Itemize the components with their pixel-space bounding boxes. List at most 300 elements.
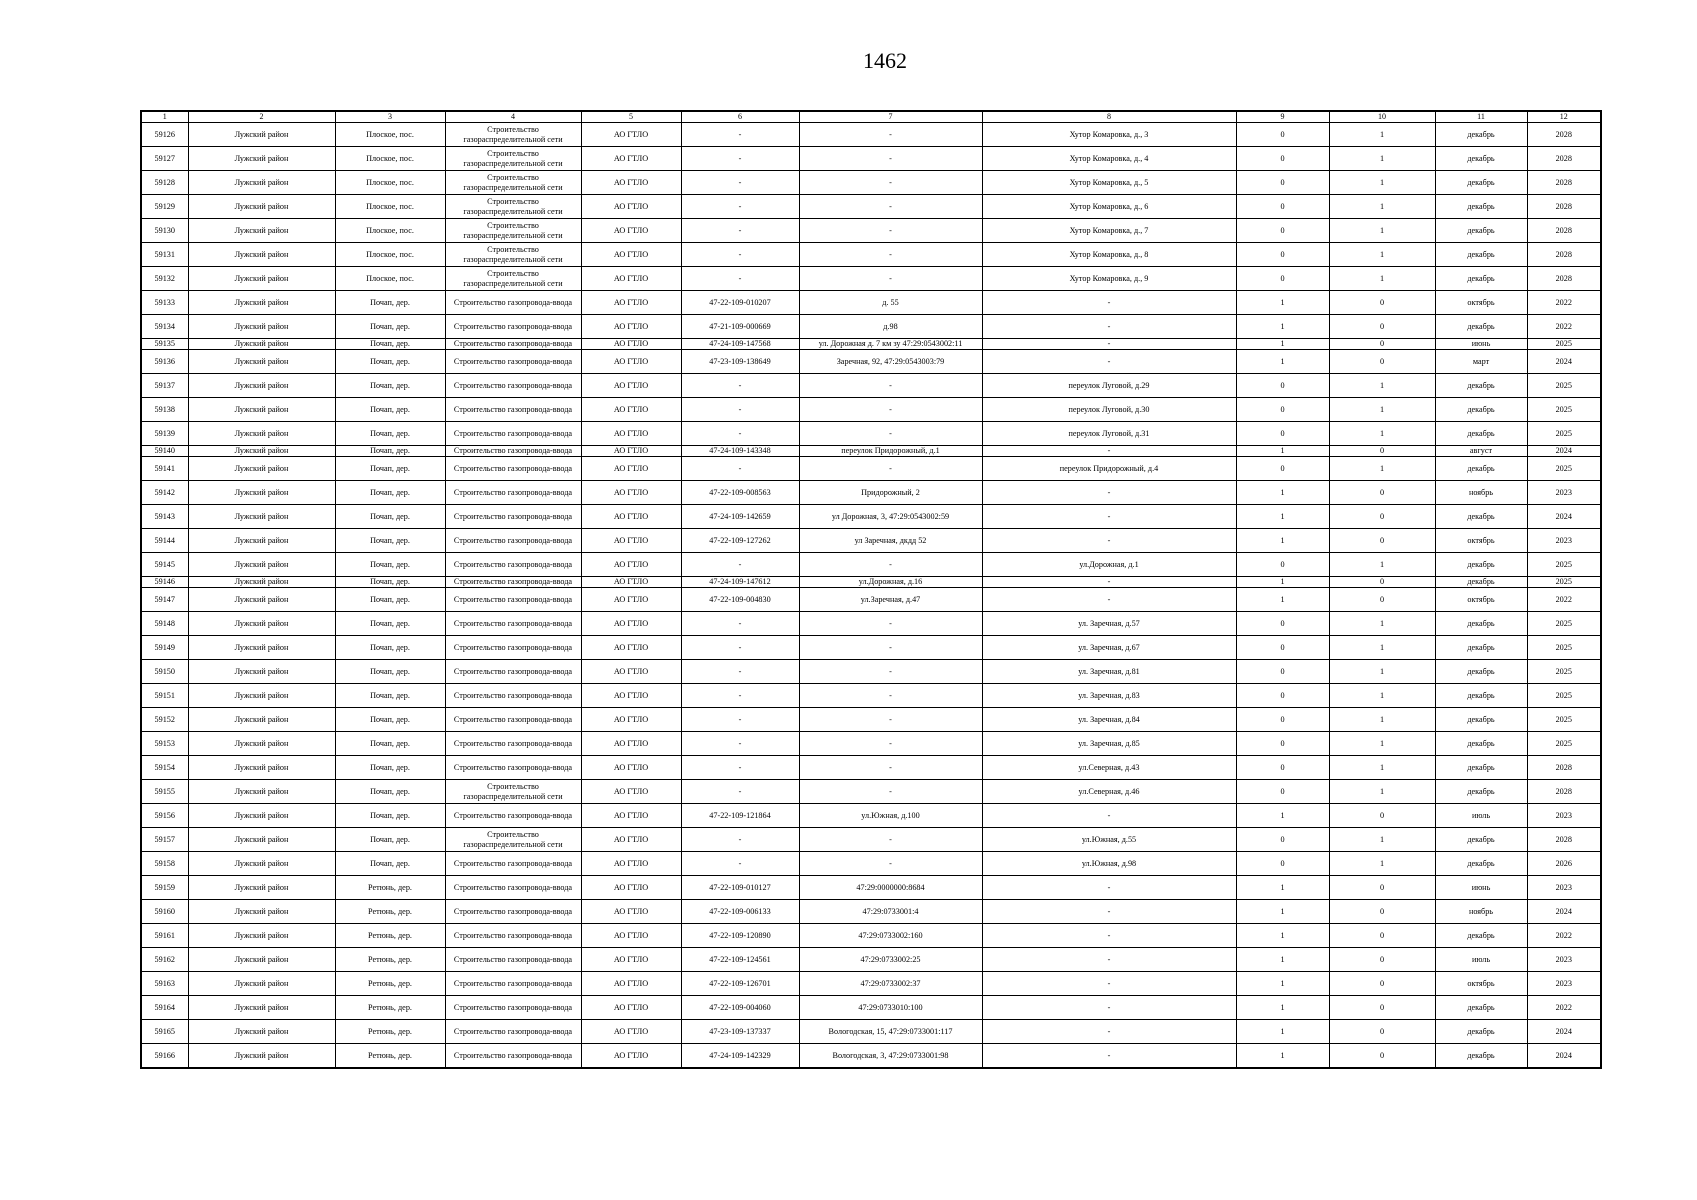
table-row xyxy=(141,660,1601,684)
count-a-cell: 0 xyxy=(1236,612,1329,636)
application-number-cell: - xyxy=(681,147,799,171)
connection-address-cell: - xyxy=(982,948,1236,972)
work-type-cell: Строительство газораспределительной сети xyxy=(445,219,581,243)
settlement-cell: Почап, дер. xyxy=(335,828,445,852)
year-cell: 2025 xyxy=(1527,732,1601,756)
connection-address-cell: ул. Заречная, д.85 xyxy=(982,732,1236,756)
count-a-cell: 0 xyxy=(1236,852,1329,876)
district-cell: Лужский район xyxy=(188,804,335,828)
count-b-cell: 1 xyxy=(1329,398,1435,422)
month-cell: декабрь xyxy=(1435,1020,1527,1044)
settlement-cell: Ретюнь, дер. xyxy=(335,948,445,972)
district-cell: Лужский район xyxy=(188,291,335,315)
table-row xyxy=(141,828,1601,852)
column-number-row xyxy=(141,111,1601,123)
settlement-cell: Ретюнь, дер. xyxy=(335,1020,445,1044)
year-cell: 2022 xyxy=(1527,588,1601,612)
connection-address-cell: - xyxy=(982,588,1236,612)
district-cell: Лужский район xyxy=(188,588,335,612)
settlement-cell: Почап, дер. xyxy=(335,708,445,732)
record-number-cell: 59146 xyxy=(141,577,188,588)
connection-address-cell: переулок Придорожный, д.4 xyxy=(982,457,1236,481)
application-number-cell: 47-22-109-120890 xyxy=(681,924,799,948)
month-cell: декабрь xyxy=(1435,828,1527,852)
record-number-cell: 59139 xyxy=(141,422,188,446)
application-number-cell: 47-22-109-010127 xyxy=(681,876,799,900)
application-number-cell: 47-22-109-006133 xyxy=(681,900,799,924)
work-type-cell: Строительство газопровода-ввода xyxy=(445,577,581,588)
count-b-cell: 1 xyxy=(1329,708,1435,732)
count-b-cell: 1 xyxy=(1329,374,1435,398)
record-number-cell: 59149 xyxy=(141,636,188,660)
settlement-cell: Почап, дер. xyxy=(335,315,445,339)
object-address-cell: Заречная, 92, 47:29:0543003:79 xyxy=(799,350,982,374)
record-number-cell: 59162 xyxy=(141,948,188,972)
application-number-cell: 47-22-109-008563 xyxy=(681,481,799,505)
connection-address-cell: Хутор Комаровка, д., 3 xyxy=(982,123,1236,147)
record-number-cell: 59131 xyxy=(141,243,188,267)
count-b-cell: 1 xyxy=(1329,828,1435,852)
settlement-cell: Плоское, пос. xyxy=(335,123,445,147)
record-number-cell: 59159 xyxy=(141,876,188,900)
year-cell: 2028 xyxy=(1527,243,1601,267)
object-address-cell: - xyxy=(799,457,982,481)
work-type-cell: Строительство газопровода-ввода xyxy=(445,446,581,457)
organization-cell: АО ГТЛО xyxy=(581,684,681,708)
organization-cell: АО ГТЛО xyxy=(581,804,681,828)
count-a-cell: 0 xyxy=(1236,756,1329,780)
count-b-cell: 0 xyxy=(1329,972,1435,996)
record-number-cell: 59140 xyxy=(141,446,188,457)
year-cell: 2028 xyxy=(1527,195,1601,219)
connection-address-cell: - xyxy=(982,996,1236,1020)
year-cell: 2024 xyxy=(1527,1044,1601,1069)
record-number-cell: 59155 xyxy=(141,780,188,804)
application-number-cell: 47-22-109-004830 xyxy=(681,588,799,612)
object-address-cell: - xyxy=(799,852,982,876)
application-number-cell: - xyxy=(681,243,799,267)
column-header: 4 xyxy=(445,111,581,123)
count-a-cell: 1 xyxy=(1236,948,1329,972)
settlement-cell: Почап, дер. xyxy=(335,481,445,505)
table-row xyxy=(141,1044,1601,1069)
record-number-cell: 59138 xyxy=(141,398,188,422)
count-a-cell: 1 xyxy=(1236,315,1329,339)
settlement-cell: Плоское, пос. xyxy=(335,243,445,267)
work-type-cell: Строительство газопровода-ввода xyxy=(445,529,581,553)
application-number-cell: 47-22-109-126701 xyxy=(681,972,799,996)
record-number-cell: 59158 xyxy=(141,852,188,876)
connection-address-cell: ул.Северная, д.43 xyxy=(982,756,1236,780)
organization-cell: АО ГТЛО xyxy=(581,612,681,636)
connection-address-cell: - xyxy=(982,350,1236,374)
settlement-cell: Почап, дер. xyxy=(335,636,445,660)
object-address-cell: - xyxy=(799,756,982,780)
record-number-cell: 59161 xyxy=(141,924,188,948)
district-cell: Лужский район xyxy=(188,481,335,505)
object-address-cell: ул.Южная, д.100 xyxy=(799,804,982,828)
application-number-cell: 47-24-109-143348 xyxy=(681,446,799,457)
work-type-cell: Строительство газопровода-ввода xyxy=(445,374,581,398)
object-address-cell: переулок Придорожный, д.1 xyxy=(799,446,982,457)
record-number-cell: 59151 xyxy=(141,684,188,708)
count-a-cell: 1 xyxy=(1236,481,1329,505)
object-address-cell: - xyxy=(799,398,982,422)
object-address-cell: - xyxy=(799,123,982,147)
connection-address-cell: Хутор Комаровка, д., 7 xyxy=(982,219,1236,243)
organization-cell: АО ГТЛО xyxy=(581,195,681,219)
record-number-cell: 59156 xyxy=(141,804,188,828)
district-cell: Лужский район xyxy=(188,996,335,1020)
count-b-cell: 0 xyxy=(1329,291,1435,315)
application-number-cell: - xyxy=(681,553,799,577)
count-a-cell: 0 xyxy=(1236,422,1329,446)
organization-cell: АО ГТЛО xyxy=(581,505,681,529)
year-cell: 2023 xyxy=(1527,948,1601,972)
work-type-cell: Строительство газопровода-ввода xyxy=(445,852,581,876)
settlement-cell: Плоское, пос. xyxy=(335,171,445,195)
year-cell: 2024 xyxy=(1527,350,1601,374)
count-a-cell: 1 xyxy=(1236,876,1329,900)
count-a-cell: 1 xyxy=(1236,996,1329,1020)
table-row xyxy=(141,924,1601,948)
year-cell: 2025 xyxy=(1527,577,1601,588)
application-number-cell: 47-22-109-127262 xyxy=(681,529,799,553)
count-b-cell: 0 xyxy=(1329,924,1435,948)
count-a-cell: 1 xyxy=(1236,972,1329,996)
count-b-cell: 1 xyxy=(1329,553,1435,577)
district-cell: Лужский район xyxy=(188,732,335,756)
year-cell: 2022 xyxy=(1527,996,1601,1020)
application-number-cell: 47-23-109-137337 xyxy=(681,1020,799,1044)
district-cell: Лужский район xyxy=(188,350,335,374)
object-address-cell: 47:29:0733002:25 xyxy=(799,948,982,972)
count-b-cell: 1 xyxy=(1329,123,1435,147)
count-b-cell: 1 xyxy=(1329,457,1435,481)
application-number-cell: 47-24-109-147568 xyxy=(681,339,799,350)
table-row xyxy=(141,780,1601,804)
record-number-cell: 59137 xyxy=(141,374,188,398)
connection-address-cell: ул. Заречная, д.81 xyxy=(982,660,1236,684)
table-row xyxy=(141,876,1601,900)
record-number-cell: 59127 xyxy=(141,147,188,171)
month-cell: декабрь xyxy=(1435,924,1527,948)
table-row xyxy=(141,948,1601,972)
district-cell: Лужский район xyxy=(188,219,335,243)
count-a-cell: 1 xyxy=(1236,577,1329,588)
column-header: 1 xyxy=(141,111,188,123)
district-cell: Лужский район xyxy=(188,195,335,219)
settlement-cell: Почап, дер. xyxy=(335,804,445,828)
month-cell: декабрь xyxy=(1435,398,1527,422)
connection-address-cell: - xyxy=(982,315,1236,339)
count-b-cell: 1 xyxy=(1329,732,1435,756)
work-type-cell: Строительство газопровода-ввода xyxy=(445,481,581,505)
count-a-cell: 0 xyxy=(1236,267,1329,291)
record-number-cell: 59143 xyxy=(141,505,188,529)
year-cell: 2024 xyxy=(1527,1020,1601,1044)
count-b-cell: 0 xyxy=(1329,1020,1435,1044)
organization-cell: АО ГТЛО xyxy=(581,708,681,732)
month-cell: декабрь xyxy=(1435,219,1527,243)
month-cell: декабрь xyxy=(1435,422,1527,446)
work-type-cell: Строительство газораспределительной сети xyxy=(445,780,581,804)
district-cell: Лужский район xyxy=(188,636,335,660)
record-number-cell: 59153 xyxy=(141,732,188,756)
record-number-cell: 59157 xyxy=(141,828,188,852)
object-address-cell: Вологодская, 15, 47:29:0733001:117 xyxy=(799,1020,982,1044)
application-number-cell: 47-22-109-121864 xyxy=(681,804,799,828)
object-address-cell: - xyxy=(799,219,982,243)
district-cell: Лужский район xyxy=(188,505,335,529)
settlement-cell: Почап, дер. xyxy=(335,780,445,804)
object-address-cell: - xyxy=(799,660,982,684)
work-type-cell: Строительство газопровода-ввода xyxy=(445,900,581,924)
count-b-cell: 0 xyxy=(1329,339,1435,350)
work-type-cell: Строительство газопровода-ввода xyxy=(445,804,581,828)
work-type-cell: Строительство газопровода-ввода xyxy=(445,422,581,446)
table-row xyxy=(141,267,1601,291)
application-number-cell: - xyxy=(681,636,799,660)
settlement-cell: Ретюнь, дер. xyxy=(335,996,445,1020)
settlement-cell: Ретюнь, дер. xyxy=(335,924,445,948)
district-cell: Лужский район xyxy=(188,612,335,636)
count-a-cell: 0 xyxy=(1236,553,1329,577)
organization-cell: АО ГТЛО xyxy=(581,350,681,374)
district-cell: Лужский район xyxy=(188,684,335,708)
record-number-cell: 59132 xyxy=(141,267,188,291)
district-cell: Лужский район xyxy=(188,422,335,446)
organization-cell: АО ГТЛО xyxy=(581,219,681,243)
month-cell: декабрь xyxy=(1435,612,1527,636)
object-address-cell: 47:29:0000000:8684 xyxy=(799,876,982,900)
year-cell: 2023 xyxy=(1527,876,1601,900)
organization-cell: АО ГТЛО xyxy=(581,828,681,852)
column-header: 3 xyxy=(335,111,445,123)
count-a-cell: 0 xyxy=(1236,171,1329,195)
count-a-cell: 1 xyxy=(1236,1044,1329,1069)
record-number-cell: 59160 xyxy=(141,900,188,924)
organization-cell: АО ГТЛО xyxy=(581,660,681,684)
table-row xyxy=(141,900,1601,924)
column-header: 8 xyxy=(982,111,1236,123)
year-cell: 2025 xyxy=(1527,708,1601,732)
connection-address-cell: Хутор Комаровка, д., 5 xyxy=(982,171,1236,195)
count-b-cell: 0 xyxy=(1329,804,1435,828)
record-number-cell: 59164 xyxy=(141,996,188,1020)
connection-address-cell: ул.Южная, д.55 xyxy=(982,828,1236,852)
table-row xyxy=(141,996,1601,1020)
organization-cell: АО ГТЛО xyxy=(581,123,681,147)
settlement-cell: Почап, дер. xyxy=(335,457,445,481)
table-row xyxy=(141,315,1601,339)
object-address-cell: Придорожный, 2 xyxy=(799,481,982,505)
application-number-cell: 47-22-109-010207 xyxy=(681,291,799,315)
count-a-cell: 0 xyxy=(1236,732,1329,756)
month-cell: июль xyxy=(1435,948,1527,972)
record-number-cell: 59152 xyxy=(141,708,188,732)
work-type-cell: Строительство газопровода-ввода xyxy=(445,291,581,315)
table-row xyxy=(141,732,1601,756)
count-a-cell: 0 xyxy=(1236,684,1329,708)
count-b-cell: 1 xyxy=(1329,852,1435,876)
table-row xyxy=(141,147,1601,171)
connection-address-cell: Хутор Комаровка, д., 8 xyxy=(982,243,1236,267)
table-row xyxy=(141,852,1601,876)
district-cell: Лужский район xyxy=(188,577,335,588)
month-cell: июнь xyxy=(1435,339,1527,350)
district-cell: Лужский район xyxy=(188,123,335,147)
work-type-cell: Строительство газопровода-ввода xyxy=(445,1044,581,1069)
count-a-cell: 0 xyxy=(1236,147,1329,171)
organization-cell: АО ГТЛО xyxy=(581,1044,681,1069)
year-cell: 2028 xyxy=(1527,828,1601,852)
application-number-cell: 47-22-109-124561 xyxy=(681,948,799,972)
organization-cell: АО ГТЛО xyxy=(581,852,681,876)
count-b-cell: 0 xyxy=(1329,577,1435,588)
object-address-cell: 47:29:0733010:100 xyxy=(799,996,982,1020)
record-number-cell: 59133 xyxy=(141,291,188,315)
column-header: 11 xyxy=(1435,111,1527,123)
work-type-cell: Строительство газопровода-ввода xyxy=(445,948,581,972)
work-type-cell: Строительство газопровода-ввода xyxy=(445,588,581,612)
count-a-cell: 1 xyxy=(1236,291,1329,315)
month-cell: октябрь xyxy=(1435,291,1527,315)
count-a-cell: 0 xyxy=(1236,636,1329,660)
count-a-cell: 1 xyxy=(1236,446,1329,457)
year-cell: 2028 xyxy=(1527,756,1601,780)
settlement-cell: Почап, дер. xyxy=(335,350,445,374)
application-number-cell: 47-24-109-142329 xyxy=(681,1044,799,1069)
count-a-cell: 1 xyxy=(1236,529,1329,553)
record-number-cell: 59166 xyxy=(141,1044,188,1069)
year-cell: 2023 xyxy=(1527,972,1601,996)
count-a-cell: 0 xyxy=(1236,828,1329,852)
year-cell: 2028 xyxy=(1527,267,1601,291)
object-address-cell: - xyxy=(799,684,982,708)
count-a-cell: 1 xyxy=(1236,339,1329,350)
object-address-cell: д. 55 xyxy=(799,291,982,315)
year-cell: 2028 xyxy=(1527,123,1601,147)
connection-address-cell: - xyxy=(982,446,1236,457)
table-row xyxy=(141,708,1601,732)
application-number-cell: 47-24-109-147612 xyxy=(681,577,799,588)
connection-address-cell: - xyxy=(982,924,1236,948)
connection-address-cell: ул. Заречная, д.84 xyxy=(982,708,1236,732)
count-a-cell: 1 xyxy=(1236,804,1329,828)
table-row xyxy=(141,553,1601,577)
work-type-cell: Строительство газораспределительной сети xyxy=(445,195,581,219)
count-b-cell: 1 xyxy=(1329,219,1435,243)
object-address-cell: ул.Заречная, д.47 xyxy=(799,588,982,612)
count-a-cell: 0 xyxy=(1236,123,1329,147)
object-address-cell: ул Заречная, дкдд 52 xyxy=(799,529,982,553)
district-cell: Лужский район xyxy=(188,374,335,398)
application-number-cell: - xyxy=(681,684,799,708)
table-row xyxy=(141,422,1601,446)
settlement-cell: Почап, дер. xyxy=(335,398,445,422)
year-cell: 2025 xyxy=(1527,457,1601,481)
connection-address-cell: - xyxy=(982,804,1236,828)
work-type-cell: Строительство газораспределительной сети xyxy=(445,123,581,147)
application-number-cell: - xyxy=(681,612,799,636)
count-b-cell: 1 xyxy=(1329,195,1435,219)
object-address-cell: - xyxy=(799,374,982,398)
work-type-cell: Строительство газопровода-ввода xyxy=(445,315,581,339)
year-cell: 2025 xyxy=(1527,660,1601,684)
count-b-cell: 0 xyxy=(1329,948,1435,972)
application-number-cell: - xyxy=(681,756,799,780)
count-b-cell: 0 xyxy=(1329,588,1435,612)
organization-cell: АО ГТЛО xyxy=(581,900,681,924)
settlement-cell: Почап, дер. xyxy=(335,291,445,315)
record-number-cell: 59165 xyxy=(141,1020,188,1044)
application-number-cell: - xyxy=(681,422,799,446)
count-a-cell: 0 xyxy=(1236,195,1329,219)
record-number-cell: 59148 xyxy=(141,612,188,636)
district-cell: Лужский район xyxy=(188,339,335,350)
count-a-cell: 0 xyxy=(1236,780,1329,804)
record-number-cell: 59150 xyxy=(141,660,188,684)
object-address-cell: - xyxy=(799,195,982,219)
month-cell: декабрь xyxy=(1435,708,1527,732)
application-number-cell: - xyxy=(681,660,799,684)
count-a-cell: 0 xyxy=(1236,243,1329,267)
application-number-cell: - xyxy=(681,267,799,291)
month-cell: декабрь xyxy=(1435,756,1527,780)
month-cell: декабрь xyxy=(1435,660,1527,684)
district-cell: Лужский район xyxy=(188,315,335,339)
year-cell: 2022 xyxy=(1527,315,1601,339)
object-address-cell: - xyxy=(799,147,982,171)
district-cell: Лужский район xyxy=(188,267,335,291)
count-b-cell: 1 xyxy=(1329,780,1435,804)
year-cell: 2024 xyxy=(1527,446,1601,457)
record-number-cell: 59144 xyxy=(141,529,188,553)
application-number-cell: - xyxy=(681,123,799,147)
application-number-cell: - xyxy=(681,457,799,481)
organization-cell: АО ГТЛО xyxy=(581,972,681,996)
object-address-cell: - xyxy=(799,636,982,660)
organization-cell: АО ГТЛО xyxy=(581,636,681,660)
application-number-cell: - xyxy=(681,780,799,804)
connection-address-cell: ул. Заречная, д.83 xyxy=(982,684,1236,708)
connection-address-cell: - xyxy=(982,900,1236,924)
organization-cell: АО ГТЛО xyxy=(581,588,681,612)
year-cell: 2026 xyxy=(1527,852,1601,876)
column-header: 6 xyxy=(681,111,799,123)
settlement-cell: Почап, дер. xyxy=(335,374,445,398)
year-cell: 2023 xyxy=(1527,529,1601,553)
table-row xyxy=(141,505,1601,529)
count-b-cell: 0 xyxy=(1329,505,1435,529)
count-a-cell: 0 xyxy=(1236,457,1329,481)
settlement-cell: Почап, дер. xyxy=(335,446,445,457)
object-address-cell: 47:29:0733002:37 xyxy=(799,972,982,996)
table-row xyxy=(141,350,1601,374)
record-number-cell: 59128 xyxy=(141,171,188,195)
count-a-cell: 1 xyxy=(1236,900,1329,924)
application-number-cell: 47-22-109-004060 xyxy=(681,996,799,1020)
object-address-cell: - xyxy=(799,612,982,636)
table-row xyxy=(141,684,1601,708)
application-number-cell: - xyxy=(681,374,799,398)
object-address-cell: ул.Дорожная, д.16 xyxy=(799,577,982,588)
organization-cell: АО ГТЛО xyxy=(581,481,681,505)
table-row xyxy=(141,529,1601,553)
district-cell: Лужский район xyxy=(188,147,335,171)
district-cell: Лужский район xyxy=(188,171,335,195)
